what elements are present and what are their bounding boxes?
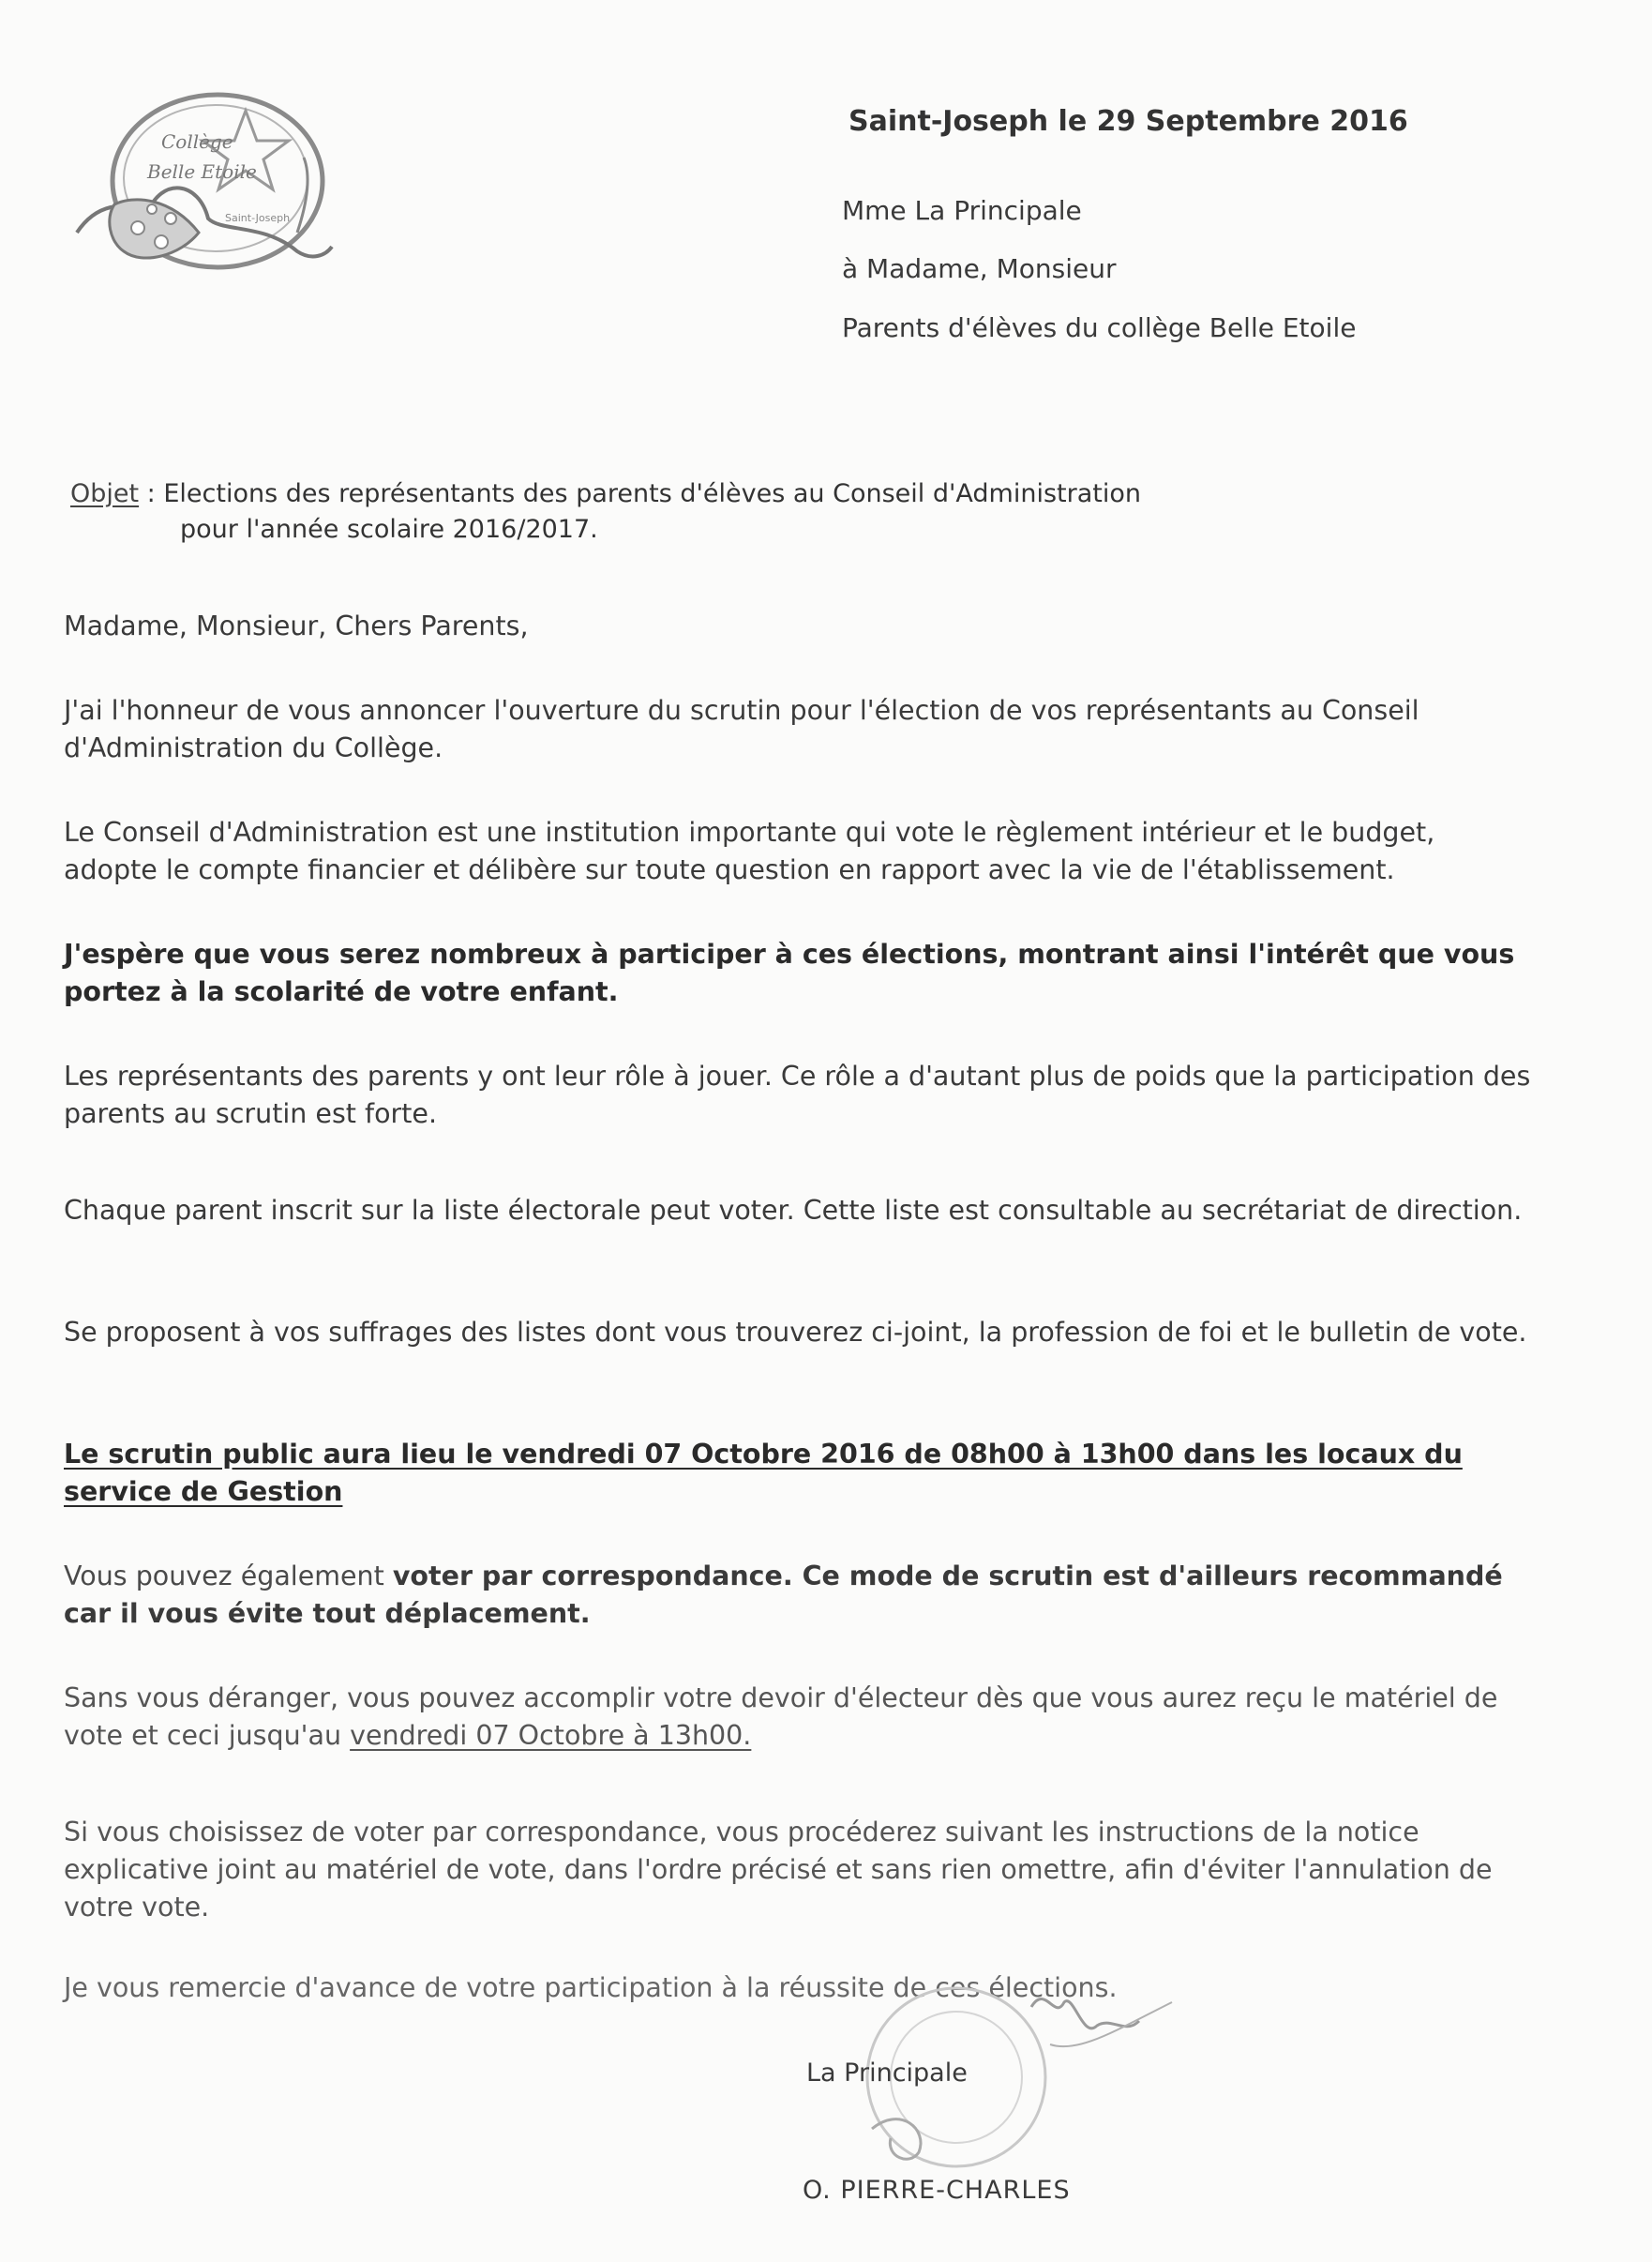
subject-block — [70, 476, 1327, 548]
postal-vote-intro: Vous pouvez également — [64, 1561, 393, 1591]
recipient-line-2: Parents d'élèves du collège Belle Etoile — [842, 312, 1357, 343]
paragraph-postal-vote — [64, 1558, 1531, 1633]
school-logo-icon — [58, 92, 339, 294]
paragraph-council-role: Le Conseil d'Administration est une institution importante qui vote le règlement intérieur et le budget, adopte le compte financier et délibère sur toute question en rapport avec la vie de l'établissement. — [64, 817, 1435, 885]
paragraph-participation: J'espère que vous serez nombreux à participer à ces élections, montrant ainsi l'intérêt que vous portez à la scolarité de votre enfant. — [64, 939, 1515, 1007]
svg-text:Belle Etoile: Belle Etoile — [147, 160, 257, 183]
greeting: Madame, Monsieur, Chers Parents, — [64, 611, 529, 641]
paragraph-instructions: Si vous choisissez de voter par correspondance, vous procéderez suivant les instructions de la notice explicative joint au matériel de vote, dans l'ordre précisé et sans rien omettre, afin d'éviter l'annulation de votre vote. — [64, 1817, 1493, 1923]
deadline-date: vendredi 07 Octobre à 13h00. — [350, 1720, 752, 1751]
vote-date-text: Le scrutin public aura lieu le vendredi 07 Octobre 2016 de 08h00 à 13h00 dans les locaux du service de Gestion — [64, 1439, 1463, 1507]
sender-title: Mme La Principale — [842, 195, 1082, 226]
subject-line-2: pour l'année scolaire 2016/2017. — [180, 515, 598, 544]
paragraph-electoral-list: Chaque parent inscrit sur la liste électorale peut voter. Cette liste est consultable au secrétariat de direction. — [64, 1195, 1523, 1226]
paragraph-vote-date — [64, 1436, 1531, 1511]
subject-label: Objet — [70, 479, 140, 508]
paragraph-candidate-lists: Se proposent à vos suffrages des listes dont vous trouverez ci-joint, la profession de foi et le bulletin de vote. — [64, 1317, 1527, 1348]
paragraph-deadline — [64, 1680, 1531, 1755]
subject-line-1: Elections des représentants des parents d'élèves au Conseil d'Administration — [163, 479, 1141, 508]
deadline-intro: Sans vous déranger, vous pouvez accomplir votre devoir d'électeur dès que vous aurez reçu le matériel de vote et ceci jusqu'au — [64, 1682, 1498, 1751]
paragraph-thanks: Je vous remercie d'avance de votre participation à la réussite de ces élections. — [64, 1972, 1118, 2003]
recipient-line-1: à Madame, Monsieur — [842, 253, 1117, 284]
paragraph-announcement: J'ai l'honneur de vous annoncer l'ouverture du scrutin pour l'élection de vos représentants au Conseil d'Administration du Collège. — [64, 695, 1419, 763]
letter-date: Saint-Joseph le 29 Septembre 2016 — [849, 105, 1408, 138]
svg-text:Saint-Joseph: Saint-Joseph — [225, 212, 291, 224]
svg-text:Collège: Collège — [161, 130, 233, 153]
subject-separator: : — [139, 479, 164, 508]
paragraph-representatives: Les représentants des parents y ont leur rôle à jouer. Ce rôle a d'autant plus de poids que la participation des parents au scrutin est forte. — [64, 1061, 1531, 1129]
signatory-name: O. PIERRE-CHARLES — [803, 2176, 1071, 2205]
signatory-title: La Principale — [806, 2058, 968, 2088]
postal-vote-bold: voter par correspondance. Ce mode de scrutin est d'ailleurs recommandé car il vous évite tout déplacement. — [64, 1561, 1503, 1629]
